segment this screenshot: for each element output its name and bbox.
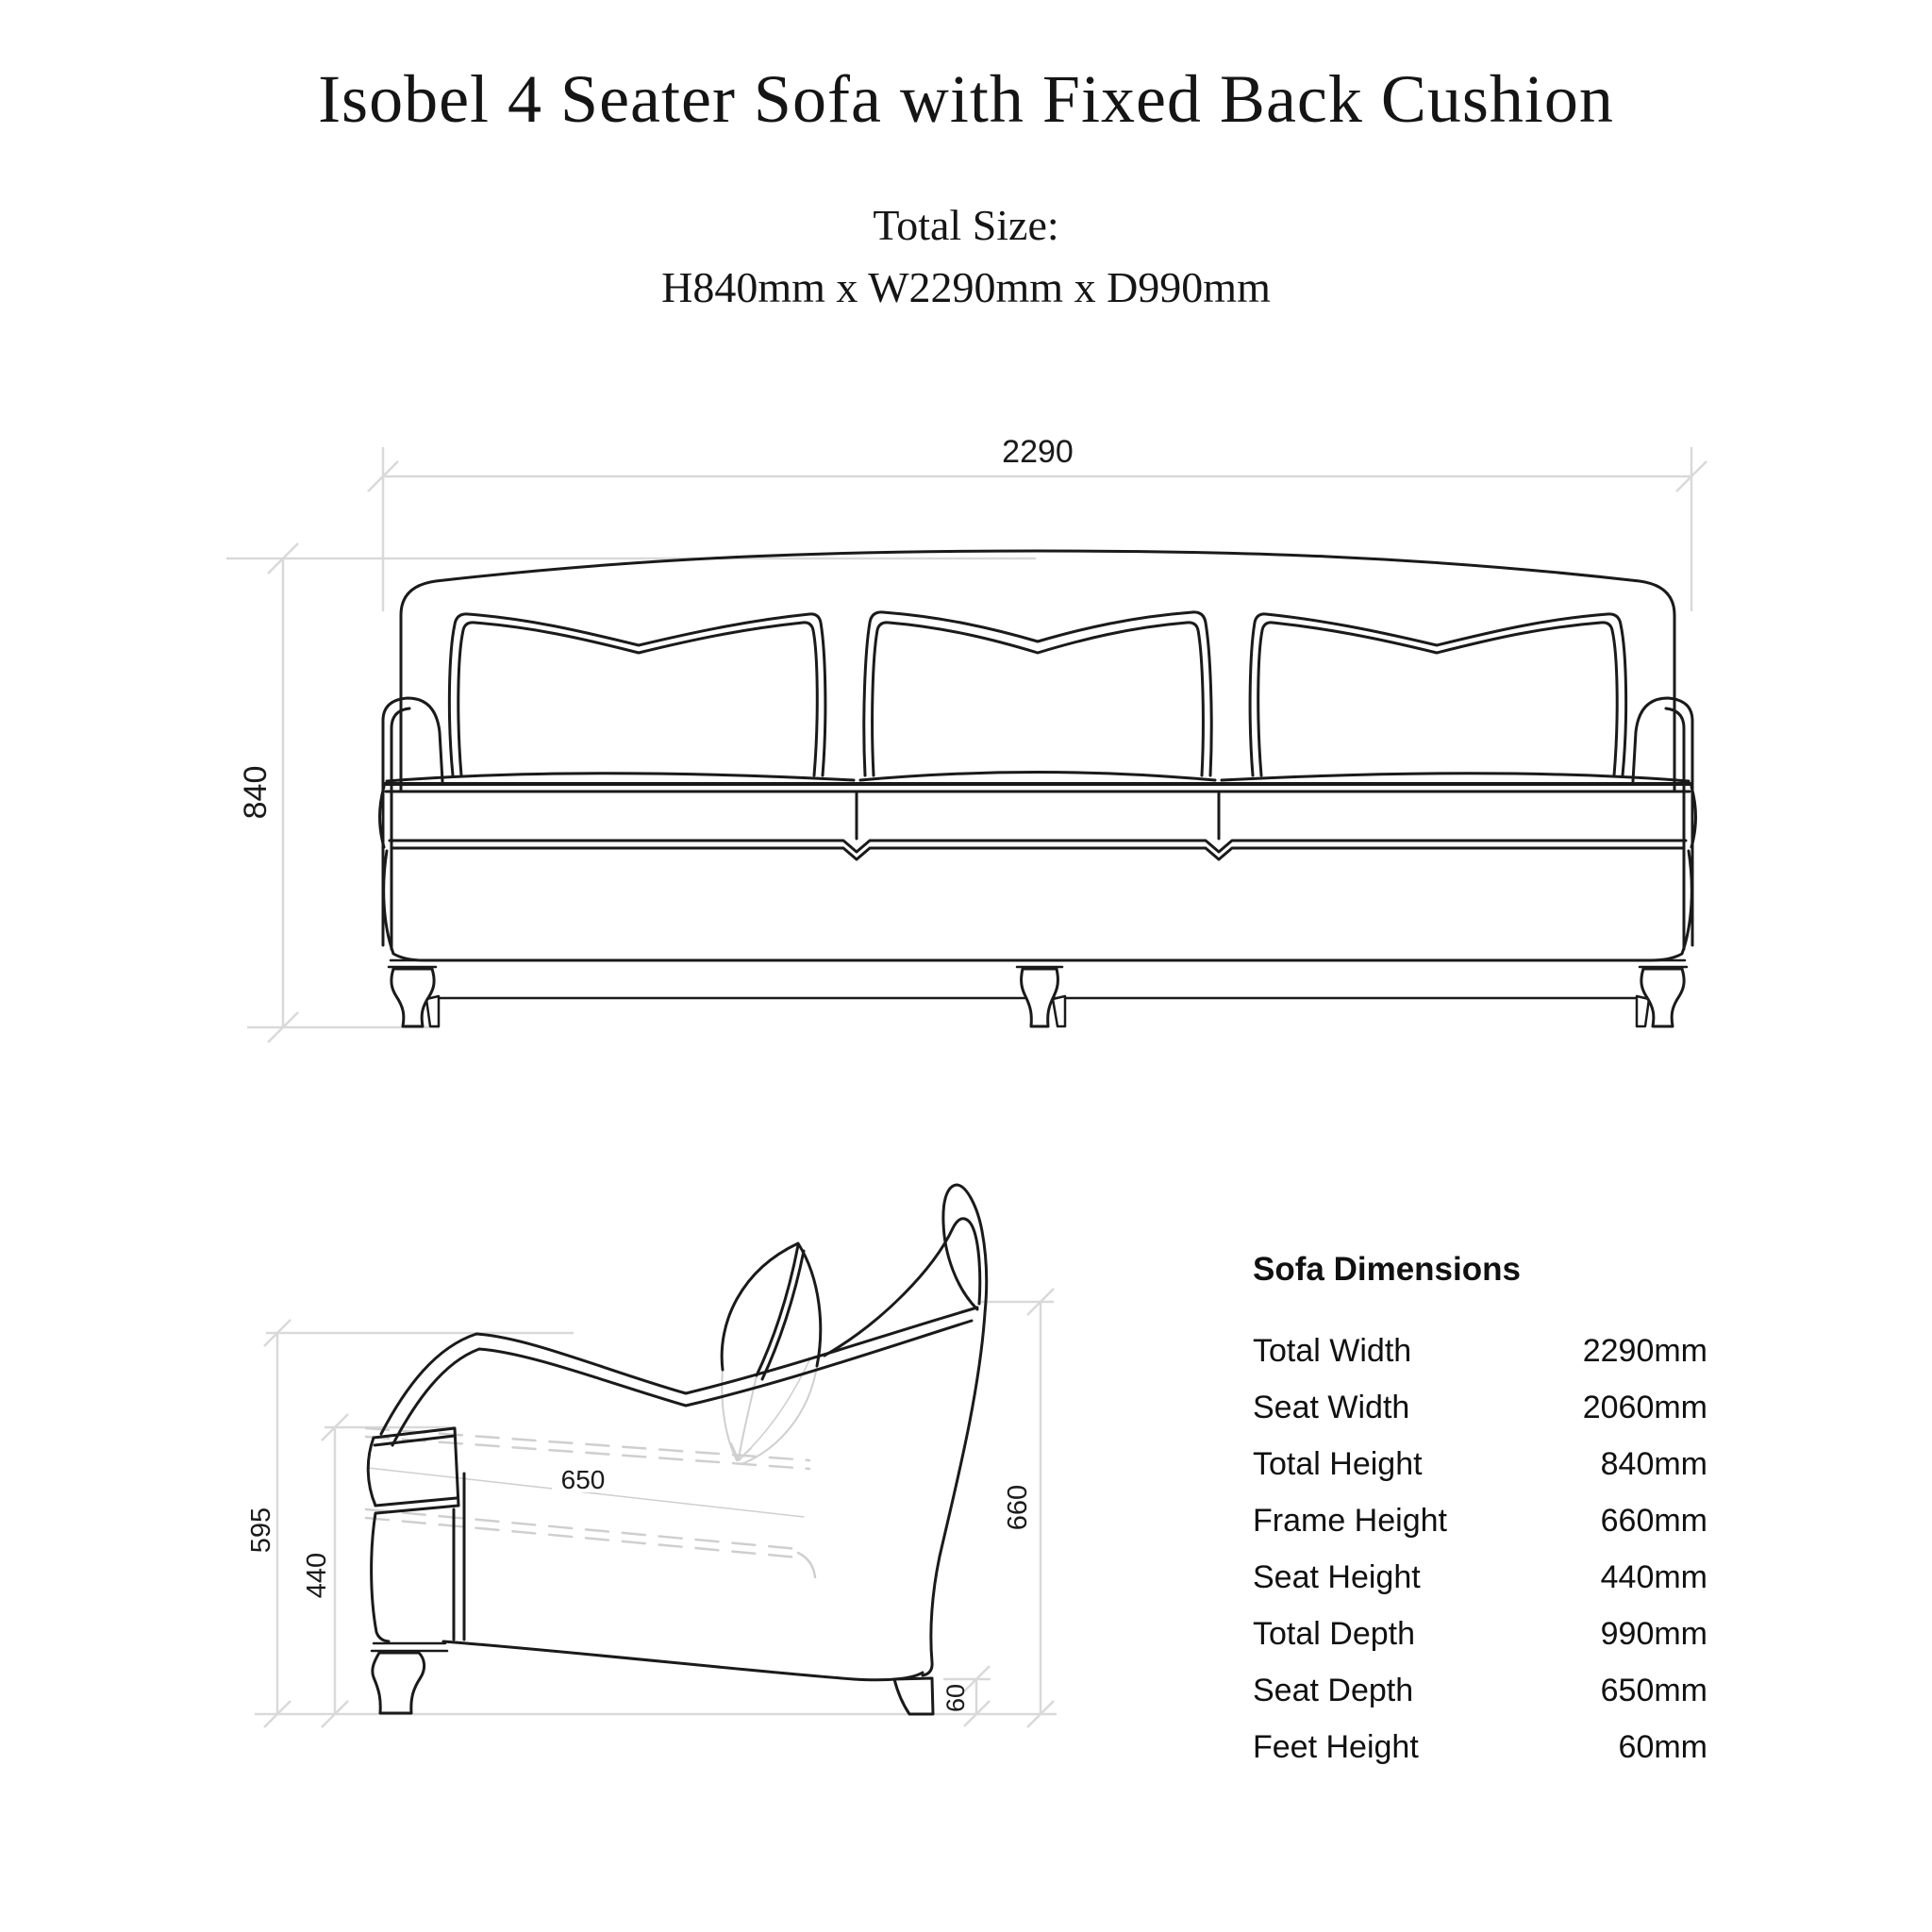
- dimension-value: 2290mm: [1582, 1333, 1707, 1369]
- table-row: [1253, 1492, 1707, 1549]
- front-elevation-dimension-lines: [226, 447, 1707, 1042]
- dimension-label: Seat Width: [1253, 1390, 1410, 1425]
- table-row: [1253, 1323, 1707, 1379]
- page-title: Isobel 4 Seater Sofa with Fixed Back Cushion: [318, 61, 1614, 137]
- side-arm-height-label: 595: [246, 1507, 276, 1554]
- front-height-dimension-label: 840: [238, 765, 274, 820]
- front-width-dimension-label: 2290: [1002, 434, 1074, 470]
- table-row: [1253, 1719, 1707, 1775]
- sofa-dimensions-panel: [1253, 1251, 1707, 1775]
- dimension-value: 60mm: [1618, 1729, 1707, 1765]
- table-row: [1253, 1549, 1707, 1606]
- dimension-label: Feet Height: [1253, 1729, 1419, 1765]
- side-seat-depth-label: 650: [560, 1465, 606, 1494]
- dimension-label: Seat Depth: [1253, 1673, 1414, 1708]
- front-elevation-drawing: [380, 551, 1696, 1026]
- dimension-label: Seat Height: [1253, 1559, 1421, 1595]
- dimension-value: 2060mm: [1582, 1390, 1707, 1425]
- table-row: [1253, 1606, 1707, 1662]
- dimension-label: Frame Height: [1253, 1503, 1447, 1539]
- side-frame-height-label: 660: [1003, 1484, 1033, 1531]
- dimension-value: 660mm: [1600, 1503, 1707, 1539]
- side-elevation-drawing: [368, 1185, 986, 1714]
- dimension-value: 840mm: [1600, 1446, 1707, 1482]
- table-row: [1253, 1662, 1707, 1719]
- side-seat-height-label: 440: [302, 1552, 332, 1599]
- dimension-label: Total Depth: [1253, 1616, 1415, 1652]
- dimension-label: Total Width: [1253, 1333, 1412, 1369]
- total-size-value: H840mm x W2290mm x D990mm: [661, 263, 1271, 311]
- table-row: [1253, 1436, 1707, 1492]
- dimensions-heading: Sofa Dimensions: [1253, 1251, 1521, 1288]
- dimension-value: 440mm: [1600, 1559, 1707, 1595]
- dimension-value: 650mm: [1600, 1673, 1707, 1708]
- table-row: [1253, 1379, 1707, 1436]
- dimension-label: Total Height: [1253, 1446, 1423, 1482]
- side-feet-height-label: 60: [941, 1683, 970, 1713]
- total-size-label: Total Size:: [873, 201, 1059, 249]
- dimension-value: 990mm: [1600, 1616, 1707, 1652]
